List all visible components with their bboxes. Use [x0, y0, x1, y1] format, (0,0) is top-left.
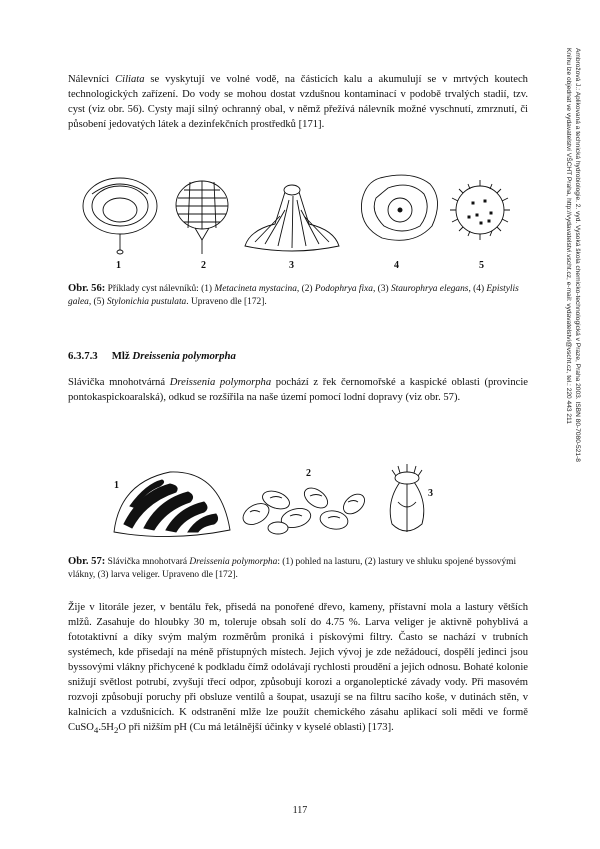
habitat-text: O při nižším pH (Cu má letálnější účinky v kyselé oblasti) [173].	[118, 722, 394, 733]
page-number: 117	[292, 805, 308, 816]
mussel-drawings	[110, 462, 440, 542]
caption57-species: Dreissenia polymorpha	[189, 557, 278, 567]
formula-subscript: 2	[113, 725, 119, 736]
caption56-text: , (5)	[88, 297, 107, 307]
species-metacineta: Metacineta mystacina	[214, 284, 297, 294]
mussel-cluster-drawing	[239, 484, 368, 534]
caption56-text: , (3)	[372, 284, 391, 294]
ciliata-term: Ciliata	[115, 74, 145, 85]
caption56-text: Příklady cyst nálevníků: (1)	[105, 284, 215, 294]
fig56-label-4: 4	[394, 260, 399, 271]
caption56-text: , (4)	[468, 284, 487, 294]
fig57-label-1: 1	[114, 480, 119, 491]
cyst-1-drawing	[83, 178, 157, 254]
species-epistylis: Epistylis galea	[68, 284, 519, 307]
figure-56	[80, 170, 530, 270]
cyst-5-drawing	[450, 180, 510, 240]
mussel-shell-drawing	[114, 472, 230, 537]
figure-56-caption	[68, 282, 528, 309]
cyst-drawings	[80, 170, 530, 260]
section-number: 6.3.7.3	[68, 350, 98, 362]
fig57-label-2: 2	[306, 468, 311, 479]
caption56-label: Obr. 56:	[68, 283, 106, 294]
fig56-label-2: 2	[201, 260, 206, 271]
species-podophrya: Podophrya fixa	[314, 284, 373, 294]
fig56-label-1: 1	[116, 260, 121, 271]
fig56-label-3: 3	[289, 260, 294, 271]
figure-57-caption	[68, 555, 528, 582]
section-title: Mlž	[111, 350, 133, 362]
section-heading	[68, 350, 236, 362]
intro-text-start: Nálevníci	[68, 74, 116, 85]
caption56-text: . Upraveno dle [172].	[186, 297, 267, 307]
figure-57	[110, 462, 440, 542]
publisher-side-note	[562, 48, 582, 608]
intro-text-rest: se vyskytují ve volné vodě, na částicích kalu a akumulují se v mrtvých koutech technologických zařízení. Do vody se mohou dostat vzdušnou kontaminací v podobě trvalých stadií, tzv. cyst (viz obr. 56). Cysty mají silný ochranný obal, v němž přežívá nálevník možné vyschnutí, zmrznutí, či působení jedovatých látek a dezinfekčních prostředků [171].	[68, 74, 528, 130]
p2-text-rest: pochází z řek černomořské a kaspické oblasti (provincie pontokaspickoaralská), odkud se rozšířila na naše území pomocí lodní dopravy (viz obr. 57).	[68, 377, 528, 403]
p2-species: Dreissenia polymorpha	[169, 377, 272, 388]
side-note-line-2: Knihu lze objednat ve vydavatelství VŠCHT Praha, http://vydavatelstvi.vscht.cz, e-mail: vydavatelstvi@vscht.cz, tel.: 220 443 211	[565, 48, 572, 424]
fig57-label-3: 3	[428, 488, 433, 499]
section-title-species: Dreissenia polymorpha	[132, 350, 236, 362]
species-staurophrya: Staurophrya elegans	[390, 284, 469, 294]
species-stylonichia: Stylonichia pustulata	[106, 297, 187, 307]
p2-text-start: Slávička mnohotvárná	[68, 377, 170, 388]
cyst-3-drawing	[245, 185, 339, 251]
caption56-text: , (2)	[296, 284, 315, 294]
cyst-2-drawing	[176, 181, 228, 254]
caption57-label: Obr. 57:	[68, 556, 106, 567]
formula-subscript: 4	[93, 725, 99, 736]
habitat-paragraph	[68, 600, 528, 738]
caption57-text: : (1) pohled na lasturu, (2) lastury ve shluku spojené byssovými vlákny, (3) larva veliger. Upraveno dle [172].	[68, 557, 517, 580]
veliger-larva-drawing	[390, 464, 424, 532]
habitat-text: .5H	[98, 722, 114, 733]
caption57-text: Slávička mnohotvará	[105, 557, 190, 567]
habitat-text: Žije v litorále jezer, v bentálu řek, přisedá na ponořené dřevo, kameny, přístavní mola a lastury větších mlžů. Zasahuje do hloubky 30 m, toleruje obsah solí do 4.75 %. Larva veliger je aktivně pohyblivá a fototaktivní a díky svým malým rozměrům proniká i pískovými filtry. Často se nachází v trubních systémech, kde přisedají na méně přístupných místech. Jejich vývoj je zde nežádoucí, dospělí jedinci jsou byssovými vlákny přichycené k podkladu čímž odolávají rychlosti proudění a jejich odnosu. Bohaté kolonie snižují světlost potrubí, zvyšují třecí odpor, způsobují korozi a organoleptické závady vody. Při masovém rozvoji způsobují poruchy při obsluze ventilů a šoupat, usazují se na filtru sacího koše, v dutinách stěn, v kalnicích a vzdušnicích. K odstranění mlže lze použít chemického zásahu aplikací soli mědi ve formě CuSO	[68, 602, 528, 733]
fig56-label-5: 5	[479, 260, 484, 271]
dreissenia-intro-paragraph	[68, 375, 528, 405]
intro-paragraph	[68, 72, 528, 132]
side-note-line-1: Ambrožová J.: Aplikovaná a technická hydrobiologie. 2. vyd. Vysoká škola chemicko-technologická v Praze, Praha 2003. ISBN 80-7080-521-8	[574, 48, 581, 462]
cyst-4-drawing	[361, 175, 437, 240]
